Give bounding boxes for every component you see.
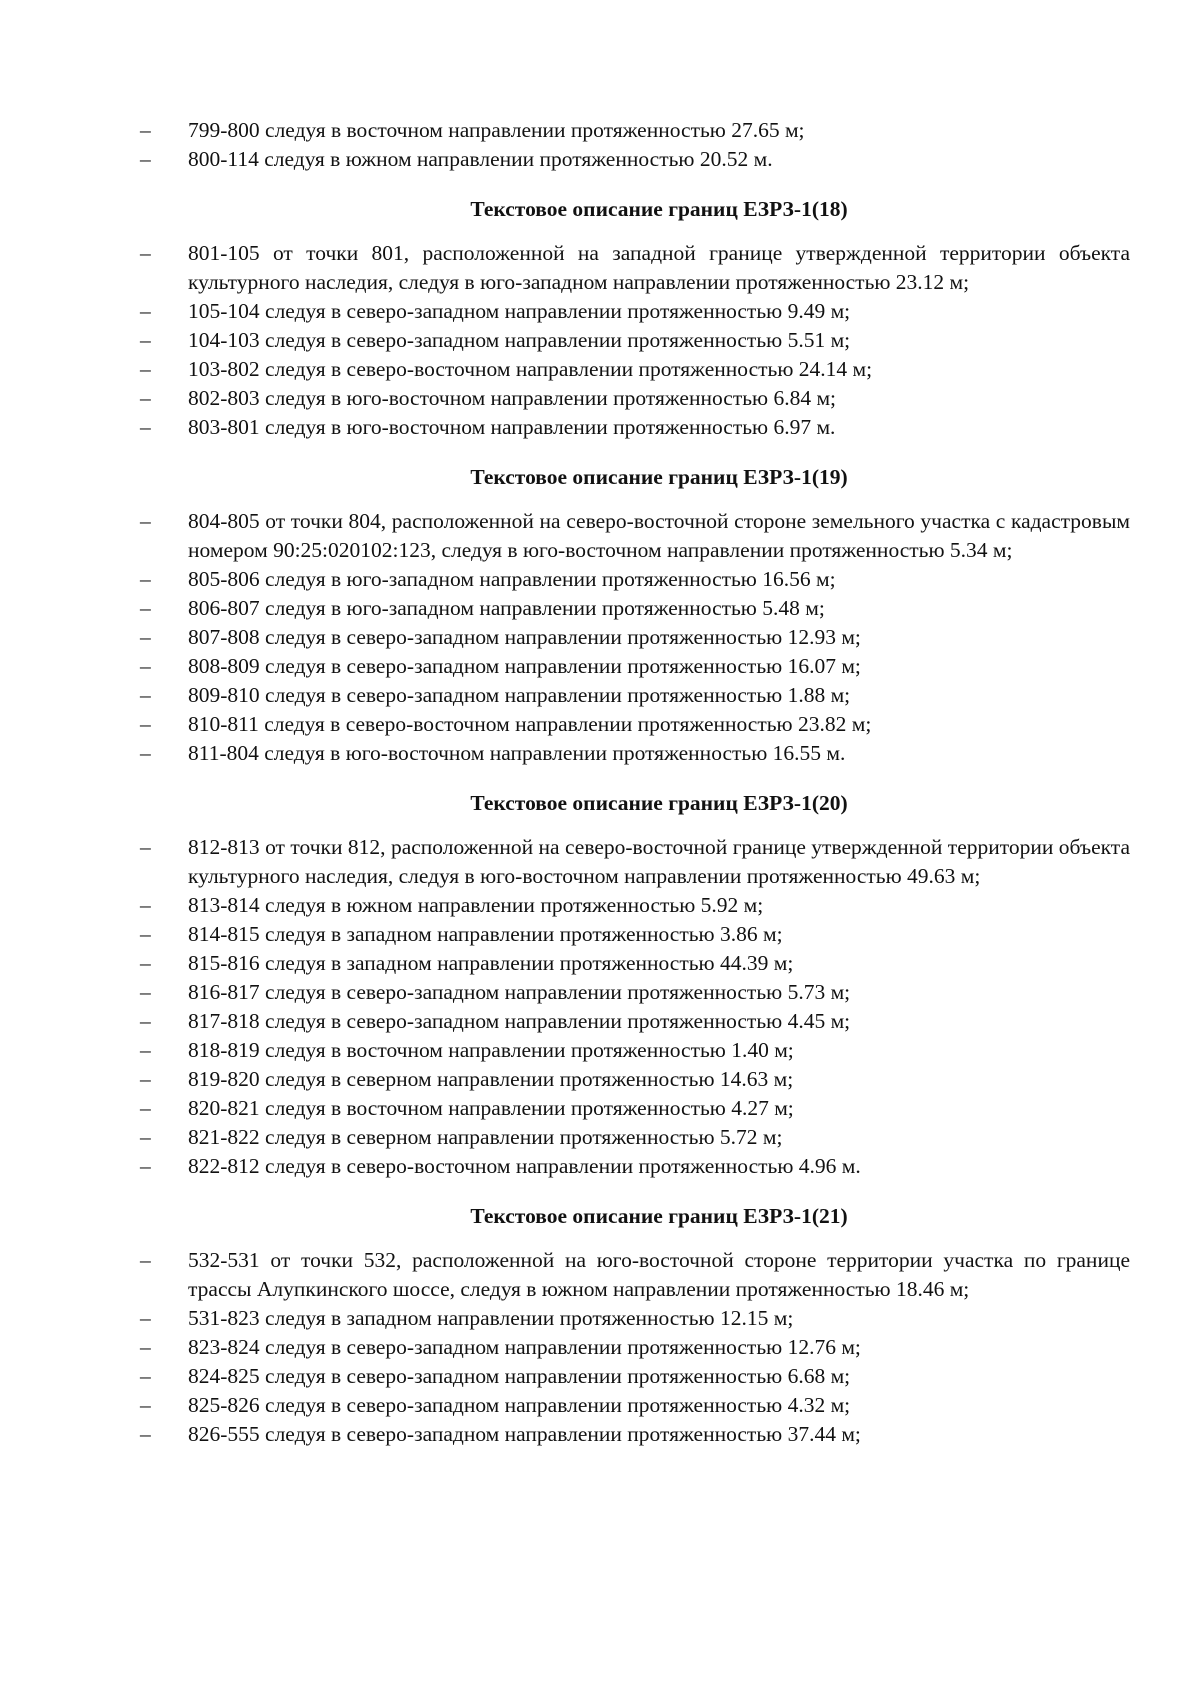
segment-text: 806-807 следуя в юго-западном направлении протяженностью 5.48 м;	[188, 596, 825, 620]
segment-text: 808-809 следуя в северо-западном направлении протяженностью 16.07 м;	[188, 654, 861, 678]
list-dash: –	[140, 1038, 151, 1062]
boundary-segment-list	[140, 1246, 1130, 1449]
segment-text: 803-801 следуя в юго-восточном направлении протяженностью 6.97 м.	[188, 415, 836, 439]
boundary-segment-list	[140, 507, 1130, 768]
segment-text: 810-811 следуя в северо-восточном направлении протяженностью 23.82 м;	[188, 712, 872, 736]
boundary-segment-item	[140, 384, 1130, 413]
boundary-segment-item	[140, 739, 1130, 768]
list-dash: –	[140, 1335, 151, 1359]
list-dash: –	[140, 741, 151, 765]
segment-text: 805-806 следуя в юго-западном направлении протяженностью 16.56 м;	[188, 567, 836, 591]
segment-text: 816-817 следуя в северо-западном направлении протяженностью 5.73 м;	[188, 980, 851, 1004]
document-page	[140, 116, 1130, 1449]
list-dash: –	[140, 567, 151, 591]
list-dash: –	[140, 1009, 151, 1033]
boundary-segment-item	[140, 116, 1130, 145]
segment-text: 103-802 следуя в северо-восточном направлении протяженностью 24.14 м;	[188, 357, 873, 381]
boundary-segment-item	[140, 565, 1130, 594]
boundary-segment-item	[140, 145, 1130, 174]
boundary-segment-item	[140, 949, 1130, 978]
section-heading: Текстовое описание границ ЕЗРЗ-1(18)	[470, 197, 848, 221]
list-dash: –	[140, 951, 151, 975]
boundary-segment-item	[140, 710, 1130, 739]
list-dash: –	[140, 118, 151, 142]
segment-text: 800-114 следуя в южном направлении протяженностью 20.52 м.	[188, 147, 773, 171]
segment-text: 826-555 следуя в северо-западном направлении протяженностью 37.44 м;	[188, 1422, 861, 1446]
boundary-segment-item	[140, 297, 1130, 326]
boundary-segment-item	[140, 1362, 1130, 1391]
segment-text: 813-814 следуя в южном направлении протяженностью 5.92 м;	[188, 893, 764, 917]
list-dash: –	[140, 1306, 151, 1330]
boundary-segment-item	[140, 652, 1130, 681]
list-dash: –	[140, 654, 151, 678]
segment-text: 821-822 следуя в северном направлении протяженностью 5.72 м;	[188, 1125, 783, 1149]
segment-text: 819-820 следуя в северном направлении протяженностью 14.63 м;	[188, 1067, 794, 1091]
boundary-segment-item	[140, 1007, 1130, 1036]
list-dash: –	[140, 1067, 151, 1091]
list-dash: –	[140, 1125, 151, 1149]
segment-text: 809-810 следуя в северо-западном направлении протяженностью 1.88 м;	[188, 683, 851, 707]
section-heading: Текстовое описание границ ЕЗРЗ-1(20)	[470, 791, 848, 815]
boundary-segment-item	[140, 1065, 1130, 1094]
boundary-segment-item	[140, 1036, 1130, 1065]
list-dash: –	[140, 1393, 151, 1417]
segment-text: 814-815 следуя в западном направлении протяженностью 3.86 м;	[188, 922, 783, 946]
list-dash: –	[140, 683, 151, 707]
list-dash: –	[140, 1422, 151, 1446]
boundary-segment-item	[140, 623, 1130, 652]
list-dash: –	[140, 1248, 151, 1272]
segment-text: 820-821 следуя в восточном направлении протяженностью 4.27 м;	[188, 1096, 794, 1120]
list-dash: –	[140, 922, 151, 946]
segment-text: 532-531 от точки 532, расположенной на юго-восточной стороне территории участка по границе трассы Алупкинского шоссе, следуя в южном направлении протяженностью 18.46 м;	[188, 1248, 1130, 1301]
list-dash: –	[140, 835, 151, 859]
boundary-segment-item	[140, 920, 1130, 949]
list-dash: –	[140, 1096, 151, 1120]
list-dash: –	[140, 596, 151, 620]
list-dash: –	[140, 357, 151, 381]
section-heading: Текстовое описание границ ЕЗРЗ-1(19)	[470, 465, 848, 489]
list-dash: –	[140, 299, 151, 323]
segment-text: 802-803 следуя в юго-восточном направлении протяженностью 6.84 м;	[188, 386, 837, 410]
segment-text: 801-105 от точки 801, расположенной на западной границе утвержденной территории объекта культурного наследия, следуя в юго-западном направлении протяженностью 23.12 м;	[188, 241, 1130, 294]
boundary-segment-item	[140, 355, 1130, 384]
boundary-segment-item	[140, 978, 1130, 1007]
segment-text: 807-808 следуя в северо-западном направлении протяженностью 12.93 м;	[188, 625, 861, 649]
boundary-segment-list	[140, 833, 1130, 1181]
segment-text: 823-824 следуя в северо-западном направлении протяженностью 12.76 м;	[188, 1335, 861, 1359]
boundary-segment-item	[140, 1304, 1130, 1333]
boundary-segment-list	[140, 239, 1130, 442]
segment-text: 825-826 следуя в северо-западном направлении протяженностью 4.32 м;	[188, 1393, 851, 1417]
list-dash: –	[140, 625, 151, 649]
segment-text: 531-823 следуя в западном направлении протяженностью 12.15 м;	[188, 1306, 794, 1330]
boundary-segment-list	[140, 116, 1130, 174]
segment-text: 799-800 следуя в восточном направлении протяженностью 27.65 м;	[188, 118, 805, 142]
boundary-segment-item	[140, 239, 1130, 297]
segment-text: 811-804 следуя в юго-восточном направлении протяженностью 16.55 м.	[188, 741, 846, 765]
boundary-segment-item	[140, 594, 1130, 623]
segment-text: 105-104 следуя в северо-западном направлении протяженностью 9.49 м;	[188, 299, 851, 323]
segment-text: 818-819 следуя в восточном направлении протяженностью 1.40 м;	[188, 1038, 794, 1062]
segment-text: 822-812 следуя в северо-восточном направлении протяженностью 4.96 м.	[188, 1154, 861, 1178]
list-dash: –	[140, 241, 151, 265]
segment-text: 815-816 следуя в западном направлении протяженностью 44.39 м;	[188, 951, 794, 975]
list-dash: –	[140, 893, 151, 917]
segment-text: 817-818 следуя в северо-западном направлении протяженностью 4.45 м;	[188, 1009, 851, 1033]
section-heading: Текстовое описание границ ЕЗРЗ-1(21)	[470, 1204, 848, 1228]
boundary-segment-item	[140, 326, 1130, 355]
boundary-segment-item	[140, 1246, 1130, 1304]
list-dash: –	[140, 415, 151, 439]
list-dash: –	[140, 386, 151, 410]
boundary-segment-item	[140, 1094, 1130, 1123]
boundary-segment-item	[140, 1152, 1130, 1181]
boundary-segment-item	[140, 681, 1130, 710]
segment-text: 804-805 от точки 804, расположенной на северо-восточной стороне земельного участка с кадастровым номером 90:25:020102:123, следуя в юго-восточном направлении протяженностью 5.34 м;	[188, 509, 1130, 562]
list-dash: –	[140, 1154, 151, 1178]
segment-text: 824-825 следуя в северо-западном направлении протяженностью 6.68 м;	[188, 1364, 851, 1388]
list-dash: –	[140, 328, 151, 352]
segment-text: 104-103 следуя в северо-западном направлении протяженностью 5.51 м;	[188, 328, 851, 352]
list-dash: –	[140, 147, 151, 171]
boundary-segment-item	[140, 1391, 1130, 1420]
boundary-segment-item	[140, 507, 1130, 565]
boundary-segment-item	[140, 891, 1130, 920]
list-dash: –	[140, 980, 151, 1004]
list-dash: –	[140, 509, 151, 533]
boundary-segment-item	[140, 1333, 1130, 1362]
list-dash: –	[140, 712, 151, 736]
segment-text: 812-813 от точки 812, расположенной на северо-восточной границе утвержденной территории объекта культурного наследия, следуя в юго-восточном направлении протяженностью 49.63 м;	[188, 835, 1130, 888]
list-dash: –	[140, 1364, 151, 1388]
boundary-segment-item	[140, 1123, 1130, 1152]
boundary-segment-item	[140, 1420, 1130, 1449]
boundary-segment-item	[140, 413, 1130, 442]
boundary-segment-item	[140, 833, 1130, 891]
